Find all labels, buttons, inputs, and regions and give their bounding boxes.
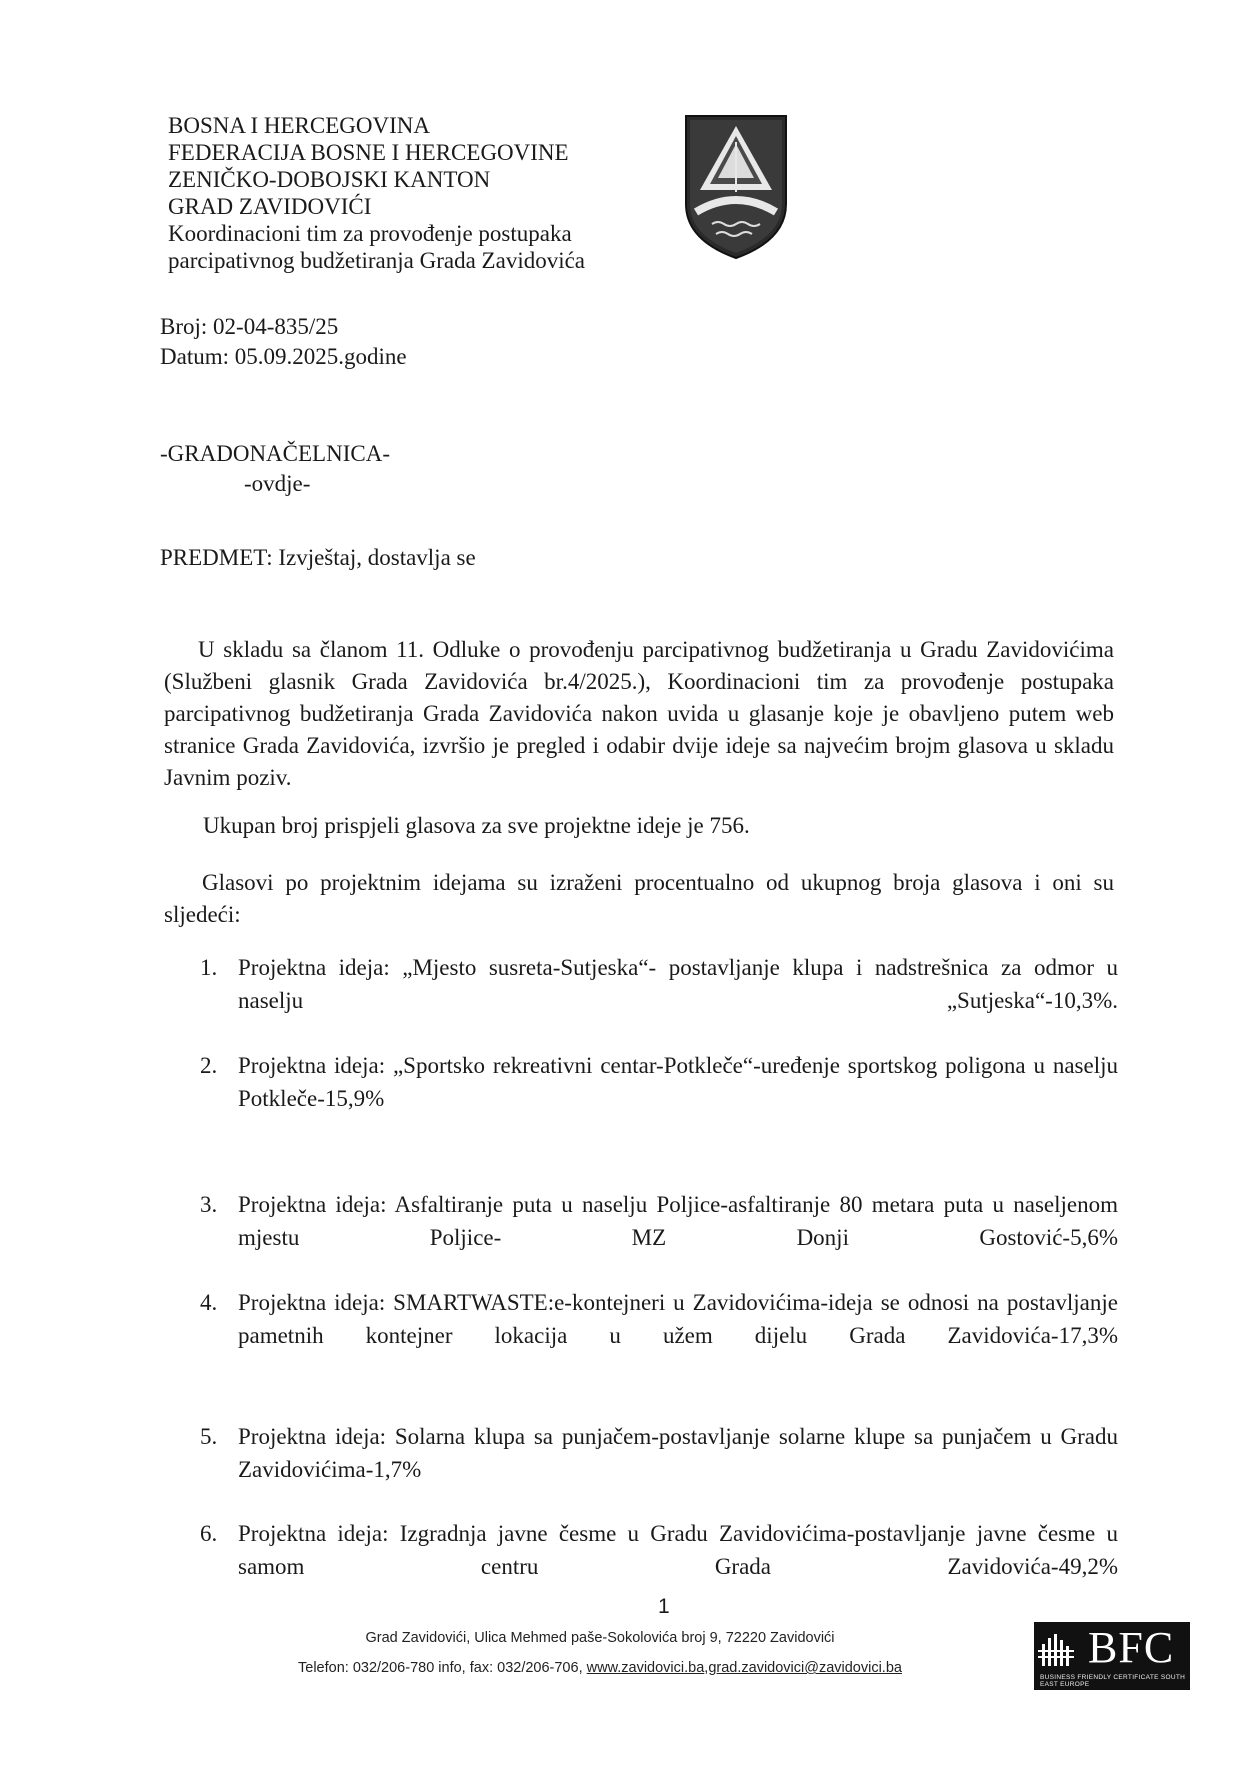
- list-item: [200, 1188, 1118, 1287]
- list-item-number: 2.: [200, 1053, 218, 1078]
- document-date: Datum: 05.09.2025.godine: [160, 344, 407, 369]
- bfc-logo: [1034, 1622, 1190, 1690]
- total-votes-paragraph: Ukupan broj prispjeli glasova za sve projektne ideje je 756.: [203, 813, 750, 838]
- footer-contact: [250, 1660, 950, 1676]
- list-item-number: 6.: [200, 1521, 218, 1546]
- list-item-text: Projektna ideja: „Mjesto susreta-Sutjeska“- postavljanje klupa i nadstrešnica za odmor u naselju „Sutjeska“-10,3%.: [238, 955, 1118, 1013]
- page-number: 1: [658, 1595, 670, 1618]
- letterhead-team-line2: parcipativnog budžetiranja Grada Zavidovića: [168, 248, 586, 273]
- document-reference: [160, 312, 407, 372]
- percentage-rest: sljedeći:: [164, 902, 241, 927]
- letterhead-country: BOSNA I HERCEGOVINA: [168, 113, 430, 138]
- list-item: [200, 1420, 1118, 1519]
- letterhead-canton: ZENIČKO-DOBOJSKI KANTON: [168, 167, 491, 192]
- recipient-location: -ovdje-: [244, 471, 311, 496]
- list-item-text: Projektna ideja: SMARTWASTE:e-kontejneri u Zavidovićima-ideja se odnosi na postavljanje pametnih kontejner lokacija u užem dijelu Grada Zavidovića-17,3%: [238, 1290, 1118, 1348]
- bfc-logo-text: BFC: [1088, 1623, 1175, 1672]
- list-item-number: 4.: [200, 1290, 218, 1315]
- footer-address: Grad Zavidovići, Ulica Mehmed paše-Sokolovića broj 9, 72220 Zavidovići: [365, 1630, 835, 1646]
- recipient-name: -GRADONAČELNICA-: [160, 441, 390, 466]
- intro-rest: Zavidovićima (Službeni glasnik Grada Zavidovića br.4/2025.), Koordinacioni tim za provođenje postupaka parcipativnog budžetiranja Grada Zavidovića nakon uvida u glasanje koje je obavljeno putem web stranice Grada Zavidovića, izvršio je pregled i odabir dvije ideje sa najvećim brojm glasova u skladu Javnim poziv.: [164, 637, 1114, 790]
- letterhead: [168, 112, 585, 274]
- letterhead-team-line1: Koordinacioni tim za provođenje postupaka: [168, 221, 572, 246]
- list-item-text: Projektna ideja: „Sportsko rekreativni centar-Potkleče“-uređenje sportskog poligona u naselju Potkleče-15,9%: [238, 1053, 1118, 1111]
- bfc-building-icon: [1038, 1630, 1084, 1670]
- intro-paragraph: [164, 634, 1114, 794]
- intro-first-line: U skladu sa članom 11. Odluke o provođenju parcipativnog budžetiranja u Gradu: [198, 637, 978, 662]
- list-item-text: Projektna ideja: Izgradnja javne česme u Gradu Zavidovićima-postavljanje javne česme u samom centru Grada Zavidovića-49,2%: [238, 1521, 1118, 1579]
- list-item-text: Projektna ideja: Asfaltiranje puta u naselju Poljice-asfaltiranje 80 metara puta u naseljenom mjestu Poljice- MZ Donji Gostović-5,6%: [238, 1192, 1118, 1250]
- list-item-number: 1.: [200, 955, 218, 980]
- document-number: Broj: 02-04-835/25: [160, 314, 339, 339]
- list-item: [200, 1049, 1118, 1148]
- recipient-block: [160, 439, 390, 499]
- percentage-paragraph: [164, 867, 1114, 931]
- bfc-logo-subtext: BUSINESS FRIENDLY CERTIFICATE SOUTH EAST EUROPE: [1040, 1674, 1186, 1688]
- list-item-number: 3.: [200, 1192, 218, 1217]
- letterhead-city: GRAD ZAVIDOVIĆI: [168, 194, 372, 219]
- city-coat-of-arms-icon: [682, 112, 790, 262]
- list-item-number: 5.: [200, 1424, 218, 1449]
- list-item: [200, 1286, 1118, 1385]
- letterhead-federation: FEDERACIJA BOSNE I HERCEGOVINE: [168, 140, 569, 165]
- list-item-text: Projektna ideja: Solarna klupa sa punjačem-postavljanje solarne klupe sa punjačem u Gradu Zavidovićima-1,7%: [238, 1424, 1118, 1482]
- list-item: [200, 951, 1118, 1050]
- percentage-first-line: Glasovi po projektnim idejama su izraženi procentualno od ukupnog broja glasova i oni su: [202, 870, 1114, 895]
- footer-separator: ,: [704, 1660, 709, 1676]
- subject-line: PREDMET: Izvještaj, dostavlja se: [160, 545, 476, 570]
- footer-website-link[interactable]: www.zavidovici.ba: [586, 1660, 705, 1676]
- footer-phone-fax: Telefon: 032/206-780 info, fax: 032/206-706,: [298, 1660, 587, 1676]
- footer-email-link[interactable]: grad.zavidovici@zavidovici.ba: [708, 1660, 902, 1676]
